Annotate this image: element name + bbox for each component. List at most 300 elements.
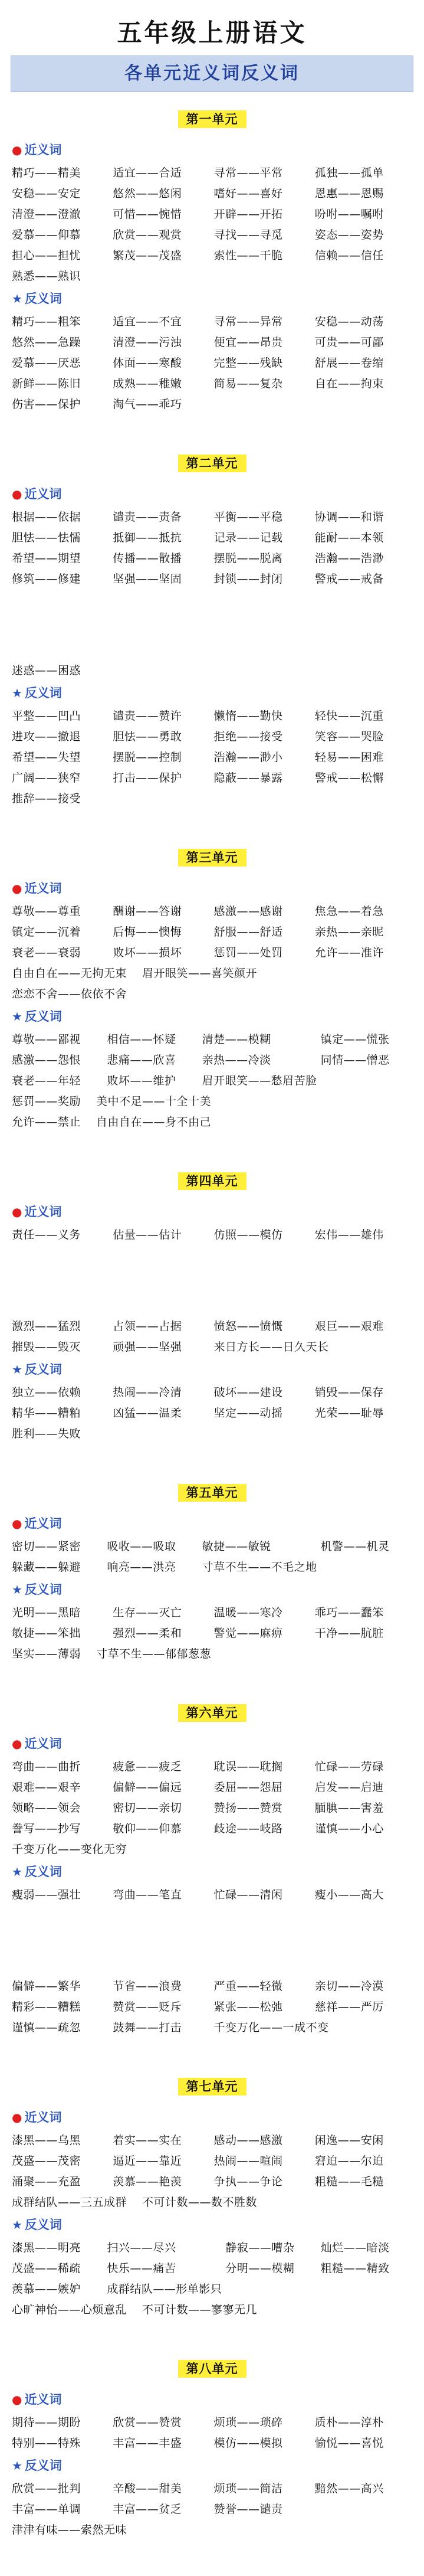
word-pair: 鼓舞——打击 xyxy=(113,2021,182,2034)
word-pair: 感激——感谢 xyxy=(213,905,283,918)
word-pair: 热闹——冷清 xyxy=(113,1386,182,1399)
star-icon: ★ xyxy=(12,292,22,306)
word-pair: 吸收——吸取 xyxy=(107,1540,176,1553)
unit-heading xyxy=(12,1483,412,1501)
word-pair: 凶猛——温柔 xyxy=(113,1407,182,1420)
unit-section xyxy=(0,110,424,450)
word-pair-grid xyxy=(12,1029,412,1091)
word-pair: 允许——禁止 xyxy=(12,1116,81,1129)
word-pair: 慈祥——严厉 xyxy=(314,2000,384,2013)
word-pair: 弯曲——笔直 xyxy=(113,1888,182,1901)
unit-heading xyxy=(12,1172,412,1189)
word-pair: 茂盛——茂密 xyxy=(12,2155,81,2168)
word-pair-grid xyxy=(12,2018,412,2038)
word-pair: 姿态——姿势 xyxy=(314,228,384,241)
unit-section xyxy=(0,1483,424,1700)
word-pair-lines xyxy=(12,266,412,287)
word-pair: 粗糙——精致 xyxy=(320,2262,390,2275)
word-pair: 美中不足——十全十美 xyxy=(96,1095,212,1108)
word-pair: 艰难——艰辛 xyxy=(12,1781,81,1794)
unit-section xyxy=(0,454,424,845)
word-pair: 节省——浪费 xyxy=(113,1980,182,1993)
word-pair: 顽强——坚强 xyxy=(113,1341,182,1354)
subtitle-banner xyxy=(11,55,413,92)
word-pair: 不可计数——数不胜数 xyxy=(142,2196,258,2209)
word-pair: 艰巨——艰难 xyxy=(314,1320,384,1333)
blank-gap xyxy=(12,590,412,661)
word-pair: 平衡——平稳 xyxy=(213,511,283,524)
word-pair: 寻常——异常 xyxy=(213,315,283,328)
word-pair-grid xyxy=(12,1537,412,1578)
word-pair: 激烈——猛烈 xyxy=(12,1320,81,1333)
antonym-label xyxy=(12,289,412,308)
word-pair: 光荣——耻辱 xyxy=(314,1407,384,1420)
word-pair: 便宜——昂贵 xyxy=(213,336,283,349)
unit-title: 第五单元 xyxy=(178,1484,246,1502)
word-pair-lines xyxy=(12,1644,412,1665)
word-pair: 涌聚——充盈 xyxy=(12,2175,81,2188)
unit-heading xyxy=(12,2077,412,2095)
word-pair: 乖巧——蠢笨 xyxy=(314,1606,384,1619)
word-pair-grid xyxy=(12,1225,412,1245)
word-pair: 伤害——保护 xyxy=(12,398,81,411)
word-pair: 忙碌——劳碌 xyxy=(314,1760,384,1773)
word-pair: 根据——依据 xyxy=(12,511,81,524)
word-pair: 欣赏——批判 xyxy=(12,2482,81,2495)
word-pair-row xyxy=(12,963,412,984)
word-pair: 传播——散播 xyxy=(113,552,182,565)
word-pair: 索性——干脆 xyxy=(213,249,283,262)
section-label-text: 反义词 xyxy=(24,2218,62,2232)
word-pair: 同情——憎恶 xyxy=(320,1054,390,1067)
word-pair: 悠然——急躁 xyxy=(12,336,81,349)
word-pair: 轻快——沉重 xyxy=(314,710,384,723)
word-pair: 领略——领会 xyxy=(12,1802,81,1815)
word-pair: 安稳——动荡 xyxy=(314,315,384,328)
word-pair-row xyxy=(12,266,412,287)
word-pair-grid xyxy=(12,507,412,590)
word-pair: 分明——模糊 xyxy=(225,2262,295,2275)
word-pair: 笑容——哭脸 xyxy=(314,730,384,743)
unit-heading xyxy=(12,848,412,866)
synonym-label xyxy=(12,2108,412,2127)
word-pair: 粗糙——毛糙 xyxy=(314,2175,384,2188)
unit-section xyxy=(0,848,424,1168)
word-pair: 恋恋不舍——依依不舍 xyxy=(12,988,127,1001)
red-dot-icon: ● xyxy=(12,1737,22,1751)
word-pair: 千变万化——一成不变 xyxy=(213,2021,329,2034)
antonym-label xyxy=(12,684,412,702)
word-pair: 质朴——淳朴 xyxy=(314,2416,384,2429)
antonym-label xyxy=(12,2215,412,2234)
word-pair: 羡慕——嫉妒 xyxy=(12,2283,81,2296)
word-pair: 广阔——狭窄 xyxy=(12,772,81,784)
section-label-text: 反义词 xyxy=(24,1583,62,1597)
antonym-label xyxy=(12,1007,412,1026)
word-pair-grid xyxy=(12,1976,412,2018)
word-pair: 嗜好——喜好 xyxy=(213,187,283,200)
word-pair: 悲痛——欣喜 xyxy=(107,1054,176,1067)
section-label-text: 近义词 xyxy=(24,143,62,157)
unit-gap xyxy=(12,2320,412,2356)
word-pair: 来日方长——日久天长 xyxy=(213,1341,329,1354)
red-dot-icon: ● xyxy=(12,1516,22,1531)
word-pair: 可贵——可鄙 xyxy=(314,336,384,349)
word-pair: 悠然——悠闲 xyxy=(113,187,182,200)
word-pair: 精华——糟粕 xyxy=(12,1407,81,1420)
unit-title: 第三单元 xyxy=(178,849,246,867)
word-pair: 平整——凹凸 xyxy=(12,710,81,723)
unit-heading xyxy=(12,1704,412,1721)
unit-heading xyxy=(12,110,412,128)
section-label-text: 近义词 xyxy=(24,1737,62,1751)
word-pair: 羡慕——艳羡 xyxy=(113,2175,182,2188)
word-pair: 忙碌——清闲 xyxy=(213,1888,283,1901)
word-pair: 摆脱——脱离 xyxy=(213,552,283,565)
word-pair: 繁茂——茂盛 xyxy=(113,249,182,262)
word-pair: 强烈——柔和 xyxy=(113,1627,182,1640)
word-pair: 简易——复杂 xyxy=(213,377,283,390)
word-pair: 爱慕——厌恶 xyxy=(12,357,81,370)
word-pair: 谨慎——疏忽 xyxy=(12,2021,81,2034)
section-label-text: 反义词 xyxy=(24,1865,62,1879)
unit-title: 第六单元 xyxy=(178,1704,246,1722)
word-pair: 眉开眼笑——愁眉苦脸 xyxy=(202,1074,317,1087)
section-label-text: 反义词 xyxy=(24,1362,62,1377)
word-pair: 光明——黑暗 xyxy=(12,1606,81,1619)
word-pair: 黯然——高兴 xyxy=(314,2482,384,2495)
word-pair: 惩罚——处罚 xyxy=(213,946,283,959)
unit-title: 第二单元 xyxy=(178,455,246,472)
star-icon: ★ xyxy=(12,2459,22,2473)
red-dot-icon: ● xyxy=(12,143,22,157)
word-pair: 欣赏——赞赏 xyxy=(113,2416,182,2429)
section-label-text: 近义词 xyxy=(24,1516,62,1531)
star-icon: ★ xyxy=(12,686,22,700)
word-pair: 相信——怀疑 xyxy=(107,1033,176,1046)
synonym-label xyxy=(12,485,412,504)
word-pair: 能耐——本领 xyxy=(314,531,384,544)
word-pair: 清楚——模糊 xyxy=(202,1033,271,1046)
word-pair: 摧毁——毁灭 xyxy=(12,1341,81,1354)
word-pair: 静寂——嘈杂 xyxy=(225,2241,295,2254)
word-pair-lines xyxy=(12,963,412,1005)
word-pair: 烦琐——琐碎 xyxy=(213,2416,283,2429)
word-pair: 辛酸——甜美 xyxy=(113,2482,182,2495)
word-pair: 推辞——接受 xyxy=(12,792,81,805)
word-pair: 占领——占据 xyxy=(113,1320,182,1333)
star-icon: ★ xyxy=(12,1362,22,1377)
word-pair: 特别——特殊 xyxy=(12,2437,81,2450)
word-pair: 精巧——精美 xyxy=(12,166,81,179)
word-pair-lines xyxy=(12,1091,412,1133)
word-pair-row xyxy=(12,1424,412,1444)
word-pair: 镇定——沉着 xyxy=(12,926,81,939)
word-pair: 体面——寒酸 xyxy=(113,357,182,370)
word-pair: 适宜——合适 xyxy=(113,166,182,179)
word-pair-row xyxy=(12,2192,412,2213)
word-pair: 胆怯——怯懦 xyxy=(12,531,81,544)
red-dot-icon: ● xyxy=(12,1205,22,1219)
word-pair: 腼腆——害羞 xyxy=(314,1802,384,1815)
word-pair: 担心——担忧 xyxy=(12,249,81,262)
unit-gap xyxy=(12,1665,412,1700)
word-pair-lines xyxy=(12,2300,412,2320)
word-pair: 委屈——怨屈 xyxy=(213,1781,283,1794)
word-pair: 眉开眼笑——喜笑颜开 xyxy=(142,967,258,980)
word-pair-lines xyxy=(12,661,412,681)
word-pair: 成群结队——三五成群 xyxy=(12,2196,127,2209)
word-pair-grid xyxy=(12,901,412,963)
word-pair: 浩瀚——渺小 xyxy=(213,751,283,764)
word-pair-row xyxy=(12,1644,412,1665)
unit-gap xyxy=(12,1444,412,1480)
word-pair: 破坏——建设 xyxy=(213,1386,283,1399)
word-pair: 成熟——稚嫩 xyxy=(113,377,182,390)
unit-gap xyxy=(12,2541,412,2576)
word-pair: 精彩——糟糕 xyxy=(12,2000,81,2013)
word-pair: 恩惠——恩赐 xyxy=(314,187,384,200)
word-pair-grid xyxy=(12,312,412,415)
word-pair: 谨慎——小心 xyxy=(314,1822,384,1835)
word-pair: 新鲜——陈旧 xyxy=(12,377,81,390)
word-pair: 扫兴——尽兴 xyxy=(107,2241,176,2254)
word-pair: 清澄——澄澈 xyxy=(12,208,81,221)
word-pair: 吩咐——嘱咐 xyxy=(314,208,384,221)
word-pair: 衰老——衰弱 xyxy=(12,946,81,959)
unit-gap xyxy=(12,1133,412,1168)
word-pair: 自在——拘束 xyxy=(314,377,384,390)
word-pair-grid xyxy=(12,2238,412,2300)
word-pair: 千变万化——变化无穷 xyxy=(12,1843,127,1856)
section-label-text: 近义词 xyxy=(24,1205,62,1219)
word-pair: 警戒——戒备 xyxy=(314,573,384,586)
word-pair: 希望——失望 xyxy=(12,751,81,764)
word-pair: 漆黑——明亮 xyxy=(12,2241,81,2254)
word-pair: 尊敬——鄙视 xyxy=(12,1033,81,1046)
word-pair-grid xyxy=(12,1382,412,1424)
word-pair: 胆怯——勇敢 xyxy=(113,730,182,743)
word-pair-grid xyxy=(12,2479,412,2520)
word-pair: 紧张——松弛 xyxy=(213,2000,283,2013)
red-dot-icon: ● xyxy=(12,487,22,501)
word-pair: 灿烂——暗淡 xyxy=(320,2241,390,2254)
word-pair: 开辟——开拓 xyxy=(213,208,283,221)
word-pair: 快乐——痛苦 xyxy=(107,2262,176,2275)
word-pair: 后悔——懊悔 xyxy=(113,926,182,939)
word-pair: 拒绝——接受 xyxy=(213,730,283,743)
word-pair: 坚实——薄弱 xyxy=(12,1647,81,1660)
word-pair: 丰富——丰盛 xyxy=(113,2437,182,2450)
synonym-label xyxy=(12,2390,412,2409)
unit-section xyxy=(0,1704,424,2074)
word-pair: 败坏——维护 xyxy=(107,1074,176,1087)
word-pair: 欣赏——观赏 xyxy=(113,228,182,241)
word-pair-grid xyxy=(12,1885,412,1905)
unit-section xyxy=(0,2359,424,2576)
star-icon: ★ xyxy=(12,1865,22,1879)
units-container xyxy=(0,110,424,2576)
word-pair: 清澄——污浊 xyxy=(113,336,182,349)
red-dot-icon: ● xyxy=(12,2392,22,2407)
word-pair: 寻常——平常 xyxy=(213,166,283,179)
word-pair-grid xyxy=(12,1757,412,1839)
word-pair: 热闹——喧闹 xyxy=(213,2155,283,2168)
word-pair: 愤怒——愤慨 xyxy=(213,1320,283,1333)
word-pair: 隐蔽——暴露 xyxy=(213,772,283,784)
unit-title: 第四单元 xyxy=(178,1172,246,1190)
word-pair: 亲热——亲昵 xyxy=(314,926,384,939)
word-pair: 镇定——慌张 xyxy=(320,1033,390,1046)
unit-gap xyxy=(12,2038,412,2074)
word-pair: 打击——保护 xyxy=(113,772,182,784)
word-pair: 淘气——乖巧 xyxy=(113,398,182,411)
word-pair: 丰富——贫乏 xyxy=(113,2503,182,2516)
section-label-text: 近义词 xyxy=(24,487,62,501)
word-pair: 谴责——赞许 xyxy=(113,710,182,723)
synonym-label xyxy=(12,1514,412,1533)
word-pair: 耽误——耽搁 xyxy=(213,1760,283,1773)
synonym-label xyxy=(12,879,412,898)
word-pair: 模仿——模拟 xyxy=(213,2437,283,2450)
section-label-text: 近义词 xyxy=(24,2110,62,2124)
word-pair: 仿照——模仿 xyxy=(213,1228,283,1241)
antonym-label xyxy=(12,2456,412,2475)
word-pair-grid xyxy=(12,1337,412,1358)
antonym-label xyxy=(12,1862,412,1881)
word-pair: 感激——怨恨 xyxy=(12,1054,81,1067)
synonym-label xyxy=(12,140,412,159)
word-pair: 寻找——寻觅 xyxy=(213,228,283,241)
word-pair: 精巧——粗笨 xyxy=(12,315,81,328)
star-icon: ★ xyxy=(12,2218,22,2232)
word-pair: 生存——灭亡 xyxy=(113,1606,182,1619)
word-pair-row xyxy=(12,1839,412,1860)
word-pair-lines xyxy=(12,789,412,809)
unit-heading xyxy=(12,454,412,472)
word-pair-lines xyxy=(12,1839,412,1860)
word-pair: 心旷神怡——心烦意乱 xyxy=(12,2303,127,2316)
word-pair-lines xyxy=(12,2192,412,2213)
word-pair: 警觉——麻痹 xyxy=(213,1627,283,1640)
word-pair: 温暖——寒冷 xyxy=(213,1606,283,1619)
word-pair: 誊写——抄写 xyxy=(12,1822,81,1835)
word-pair: 坚定——动摇 xyxy=(213,1407,283,1420)
word-pair: 严重——轻微 xyxy=(213,1980,283,1993)
word-pair: 弯曲——曲折 xyxy=(12,1760,81,1773)
word-pair: 偏僻——繁华 xyxy=(12,1980,81,1993)
word-pair-row xyxy=(12,2300,412,2320)
word-pair: 偏僻——偏远 xyxy=(113,1781,182,1794)
word-pair: 敏捷——笨拙 xyxy=(12,1627,81,1640)
word-pair: 浩瀚——浩渺 xyxy=(314,552,384,565)
word-pair: 协调——和谐 xyxy=(314,511,384,524)
word-pair: 进攻——撤退 xyxy=(12,730,81,743)
section-label-text: 反义词 xyxy=(24,686,62,700)
word-pair-row xyxy=(12,661,412,681)
word-pair: 允许——准许 xyxy=(314,946,384,959)
word-pair-row xyxy=(12,984,412,1005)
word-pair: 丰富——单调 xyxy=(12,2503,81,2516)
word-pair: 逼近——靠近 xyxy=(113,2155,182,2168)
word-pair-row xyxy=(12,1112,412,1133)
word-pair-lines xyxy=(12,2520,412,2541)
word-pair: 封锁——封闭 xyxy=(213,573,283,586)
section-label-text: 反义词 xyxy=(24,292,62,306)
section-label-text: 反义词 xyxy=(24,2459,62,2473)
unit-title: 第一单元 xyxy=(178,110,246,128)
unit-gap xyxy=(12,415,412,450)
word-pair: 记录——记载 xyxy=(213,531,283,544)
section-label-text: 近义词 xyxy=(24,881,62,895)
word-pair: 宏伟——雄伟 xyxy=(314,1228,384,1241)
unit-title: 第七单元 xyxy=(178,2078,246,2096)
word-pair: 安稳——安定 xyxy=(12,187,81,200)
word-pair: 歧途——岐路 xyxy=(213,1822,283,1835)
word-pair: 尊敬——尊重 xyxy=(12,905,81,918)
word-pair: 熟悉——熟识 xyxy=(12,270,81,283)
antonym-label xyxy=(12,1580,412,1599)
word-pair: 孤独——孤单 xyxy=(314,166,384,179)
word-pair: 瘦弱——强壮 xyxy=(12,1888,81,1901)
word-pair-grid xyxy=(12,1603,412,1644)
red-dot-icon: ● xyxy=(12,881,22,895)
section-label-text: 近义词 xyxy=(24,2392,62,2407)
word-pair: 寸草不生——郁郁葱葱 xyxy=(96,1647,212,1660)
word-pair: 败坏——损坏 xyxy=(113,946,182,959)
word-pair: 酬谢——答谢 xyxy=(113,905,182,918)
word-pair: 干净——肮脏 xyxy=(314,1627,384,1640)
star-icon: ★ xyxy=(12,1583,22,1597)
word-pair-grid xyxy=(12,2130,412,2192)
word-pair: 爱慕——仰慕 xyxy=(12,228,81,241)
unit-section xyxy=(0,1172,424,1480)
word-pair: 希望——期望 xyxy=(12,552,81,565)
section-label-text: 反义词 xyxy=(24,1009,62,1024)
word-pair: 疲惫——疲乏 xyxy=(113,1760,182,1773)
word-pair: 寸草不生——不毛之地 xyxy=(202,1561,317,1574)
word-pair: 修筑——修建 xyxy=(12,573,81,586)
word-pair: 着实——实在 xyxy=(113,2134,182,2147)
word-pair-row xyxy=(12,2520,412,2541)
page-title: 五年级上册语文 xyxy=(117,18,307,47)
word-pair: 焦急——着急 xyxy=(314,905,384,918)
word-pair-grid xyxy=(12,706,412,789)
synonym-label xyxy=(12,1202,412,1221)
word-pair: 坚强——坚固 xyxy=(113,573,182,586)
word-pair: 密切——亲切 xyxy=(113,1802,182,1815)
word-pair: 津津有味——索然无味 xyxy=(12,2523,127,2536)
word-pair: 烦琐——简洁 xyxy=(213,2482,283,2495)
word-pair-grid xyxy=(12,1316,412,1337)
word-pair: 赞誉——谴责 xyxy=(213,2503,283,2516)
word-pair: 迷惑——困惑 xyxy=(12,664,81,677)
word-pair: 抵御——抵抗 xyxy=(113,531,182,544)
word-pair: 漆黑——乌黑 xyxy=(12,2134,81,2147)
synonym-label xyxy=(12,1734,412,1753)
word-pair: 完整——残缺 xyxy=(213,357,283,370)
word-pair: 销毁——保存 xyxy=(314,1386,384,1399)
word-pair: 摆脱——控制 xyxy=(113,751,182,764)
word-pair-grid xyxy=(12,163,412,266)
unit-section xyxy=(0,2077,424,2356)
unit-title: 第八单元 xyxy=(178,2360,246,2378)
word-pair: 轻易——困难 xyxy=(314,751,384,764)
word-pair: 可惜——惋惜 xyxy=(113,208,182,221)
word-pair: 期待——期盼 xyxy=(12,2416,81,2429)
word-pair: 机警——机灵 xyxy=(320,1540,390,1553)
word-pair: 争执——争论 xyxy=(213,2175,283,2188)
